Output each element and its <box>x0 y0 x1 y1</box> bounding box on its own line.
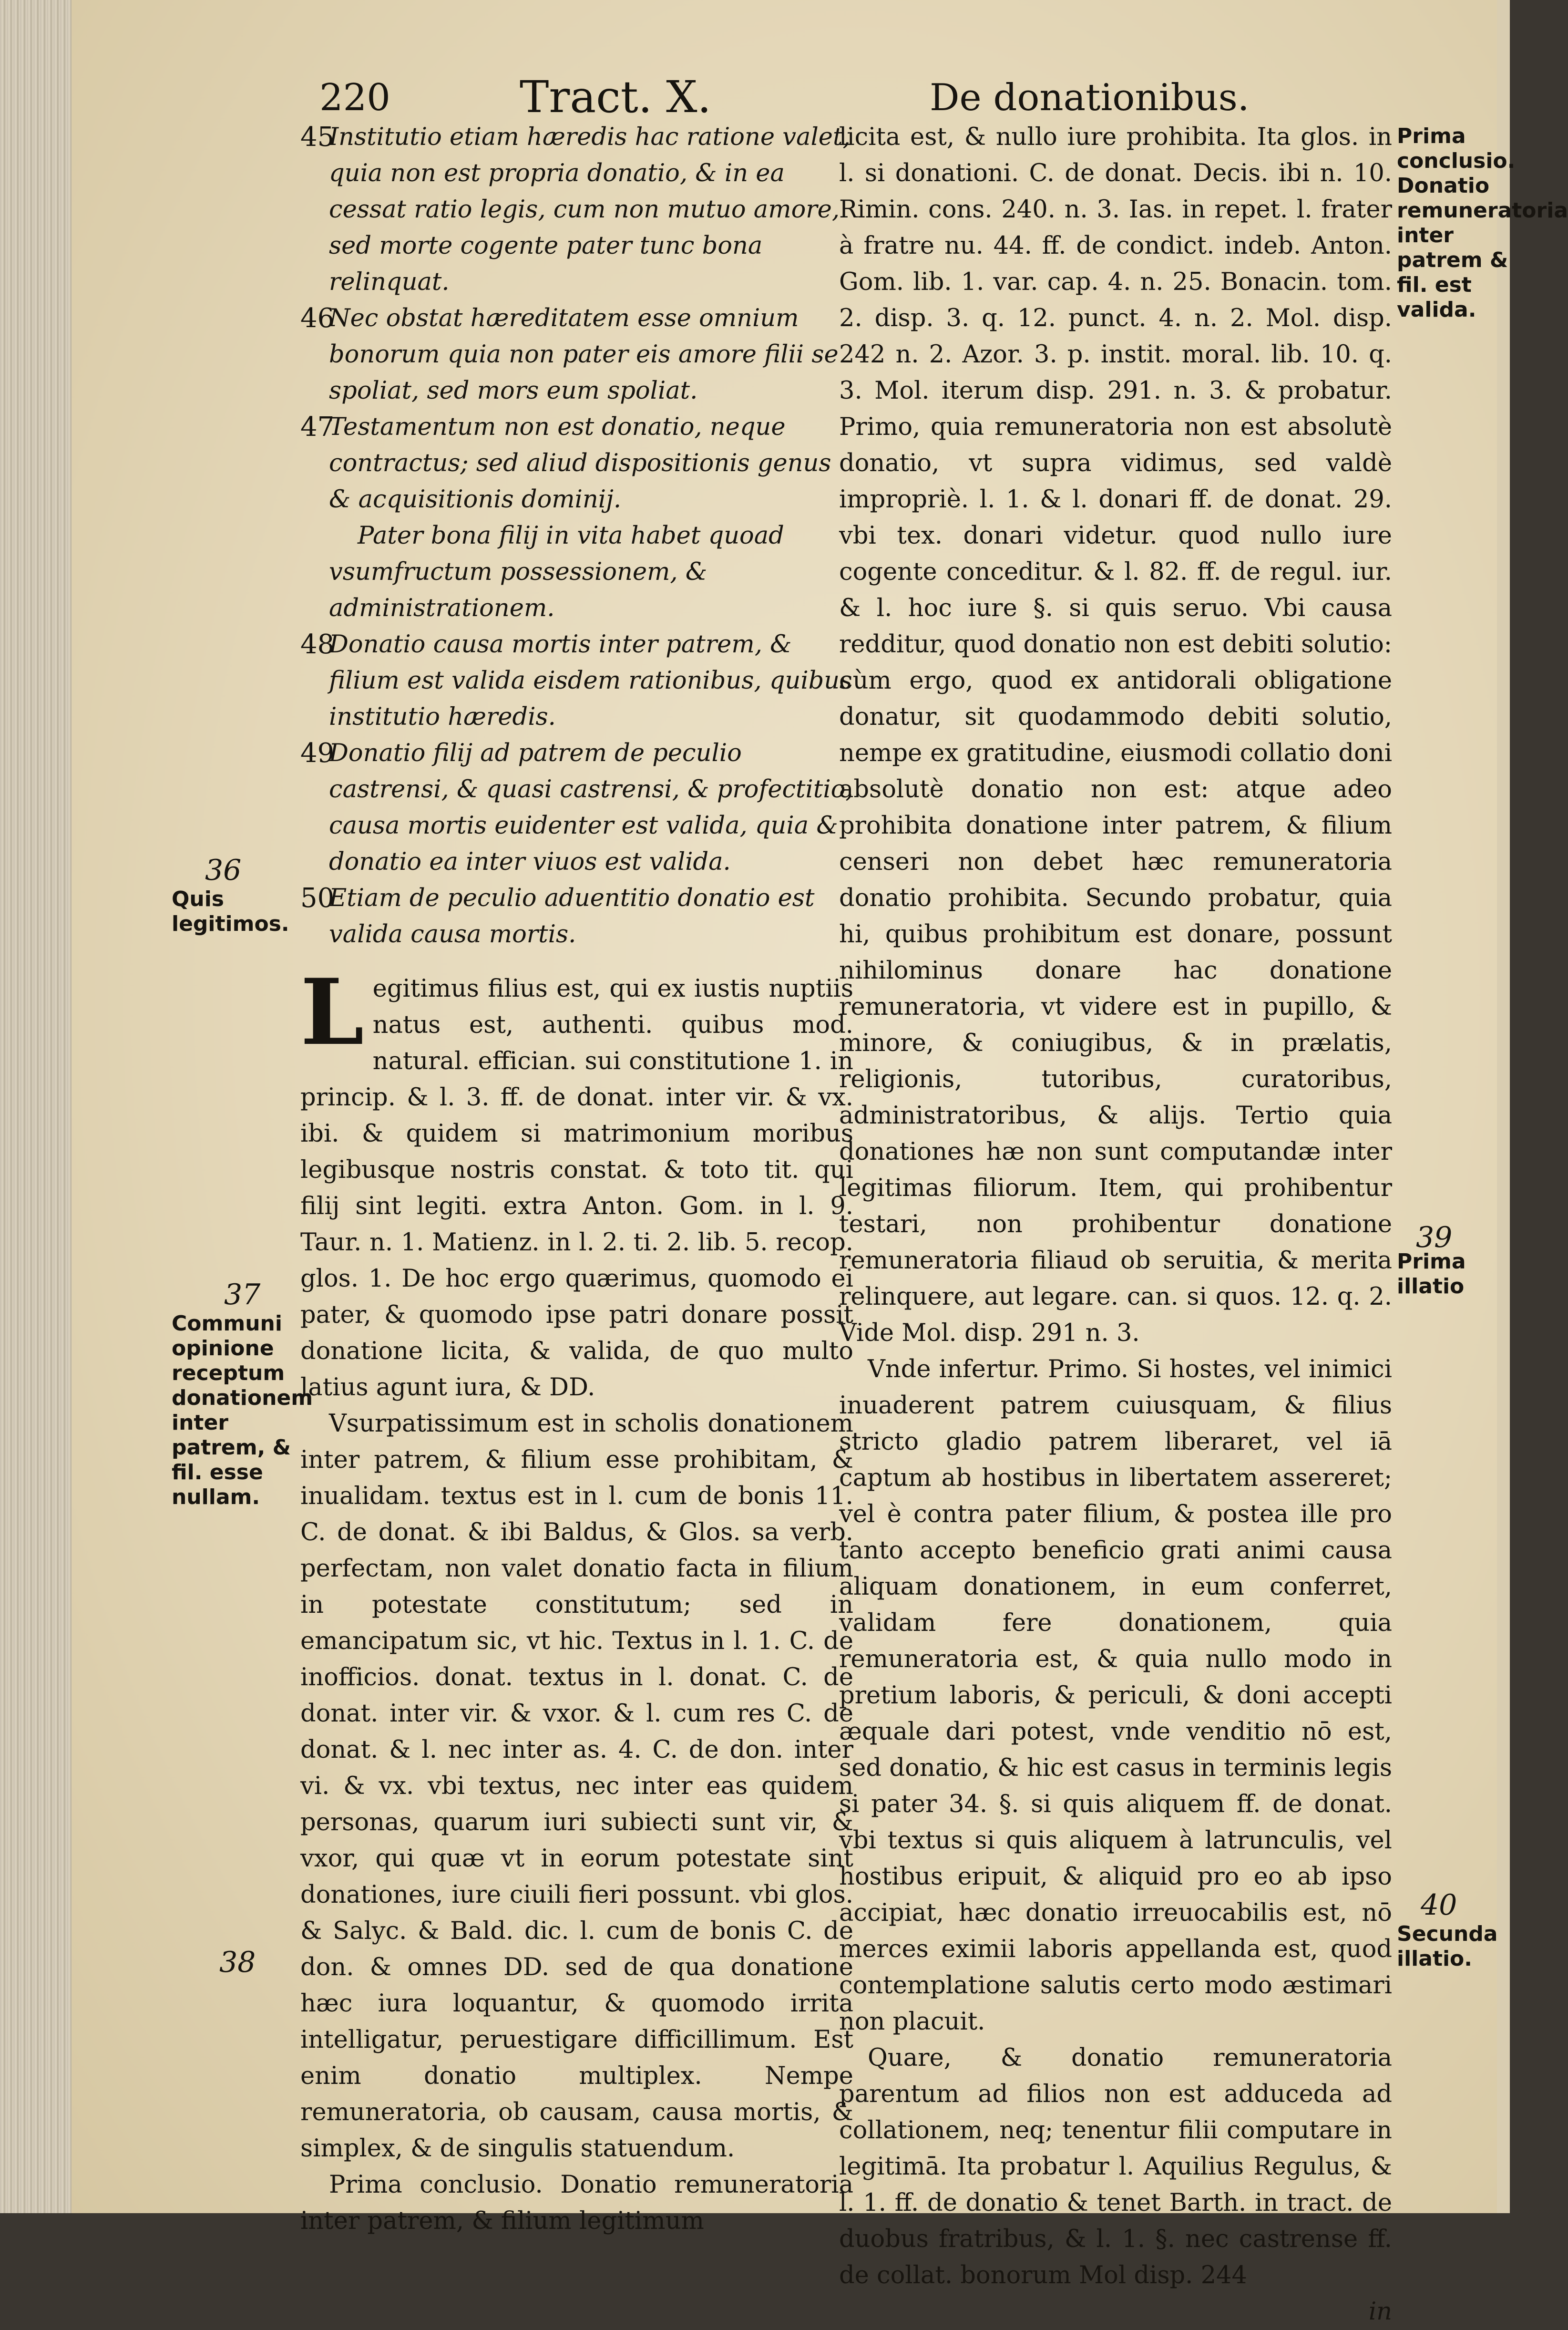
body-paragraph <box>300 1406 853 2167</box>
book-page <box>72 0 1568 2326</box>
paragraph-text: Quare, & donatio remuneratoria parentum ad filios non est adduceda ad collationem, neq; tenentur filii computare in legitimā. Ita probatur l. Aquilius Regulus, & l. 1. ff. de donatio & tenet Barth. in tract. de duobus fratribus, & l. 1. §. nec castrense ff. de collat. bonorum Mol disp. 244 <box>839 2044 1392 2289</box>
page-number: 220 <box>319 76 390 119</box>
margin-note: Secunda illatio. <box>1397 1922 1498 1971</box>
catchword: in <box>1368 2298 1392 2326</box>
paragraph-text: licita est, & nullo iure prohibita. Ita glos. in l. si donationi. C. de donat. Decis. ibi n. 10. Rimin. cons. 240. n. 3. Ias. in repet. l. frater à fratre nu. 44. ff. de condict. indeb. Anton. Gom. lib. 1. var. cap. 4. n. 25. Bonacin. tom. 2. disp. 3. q. 12. punct. 4. n. 2. Mol. disp. 242 n. 2. Azor. 3. p. instit. moral. lib. 10. q. 3. Mol. iterum disp. 291. n. 3. & probatur. Primo, quia remuneratoria non est absolutè donatio, vt supra vidimus, sed valdè impropriè. l. 1. & l. donari ff. de donat. 29. vbi tex. donari videtur. quod nullo iure cogente conceditur. & l. 82. ff. de regul. iur. & l. hoc iure §. si quis seruo. Vbi causa redditur, quod donatio non est debiti solutio: cùm ergo, quod ex antidorali obligatione donatur, sit quodammodo debiti solutio, nempe ex gratitudine, eiusmodi collatio doni absolutè donatio non est: atque adeo prohibita donatione inter patrem, & filium censeri non debet hæc remuneratoria donatio prohibita. Secundo probatur, quia hi, quibus prohibitum est donare, possunt nihilominus donare hac donatione remuneratoria, vt videre est in pupillo, & minore, & coniugibus, & in prælatis, religionis, tutoribus, curatoribus, administratoribus, & alijs. Tertio quia donationes hæ non sunt computandæ inter legitimas filiorum. Item, qui prohibentur testari, non prohibentur donatione remuneratoria filiaud ob seruitia, & merita relinquere, aut legare. can. si quos. 12. q. 2. Vide Mol. disp. 291 n. 3. <box>839 123 1392 1347</box>
summary-number: 45 <box>300 122 335 153</box>
summary-list <box>300 119 853 953</box>
summary-number: 46 <box>300 303 335 334</box>
body-paragraph <box>839 119 1392 1351</box>
summary-item <box>300 627 853 735</box>
margin-number: 40 <box>1421 1888 1457 1922</box>
margin-number: 37 <box>224 1278 261 1311</box>
margin-note: Quis legitimos. <box>172 887 289 936</box>
margin-number: 38 <box>219 1946 256 1979</box>
right-column <box>839 119 1392 2330</box>
topic-title: De donationibus. <box>930 76 1250 119</box>
margin-note: Prima conclusio. Donatio remuneratoria inter patrem & fil. est valida. <box>1397 124 1568 322</box>
summary-number: 50 <box>300 883 335 914</box>
left-column <box>300 119 853 2239</box>
summary-item <box>300 880 853 953</box>
summary-item <box>300 518 853 627</box>
summary-item <box>300 409 853 518</box>
summary-number: 49 <box>300 738 335 769</box>
margin-note: Communi opinione receptum donationem inter patrem, & fil. esse nullam. <box>172 1311 313 1509</box>
paragraph-text: egitimus filius est, qui ex iustis nuptiis natus est, authenti. quibus mod. natural. effician. sui constitutione 1. in princip. & l. 3. ff. de donat. inter vir. & vx. ibi. & quidem si matrimonium moribus legibusque nostris constat. & toto tit. qui filij sint legiti. extra Anton. Gom. in l. 9. Taur. n. 1. Matienz. in l. 2. ti. 2. lib. 5. recop. glos. 1. De hoc ergo quærimus, quomodo ei pater, & quomodo ipse patri donare possit donatione licita, & valida, de quo multo latius agunt iura, & DD. <box>300 975 853 1402</box>
summary-text: Nec obstat hæreditatem esse omnium bonorum quia non pater eis amore filii se spoliat, sed mors eum spoliat. <box>329 304 839 405</box>
margin-number: 39 <box>1416 1221 1453 1254</box>
summary-number: 47 <box>300 412 335 443</box>
tract-title: Tract. X. <box>520 72 711 123</box>
body-paragraph <box>300 2167 853 2239</box>
paragraph-text: Prima conclusio. Donatio remuneratoria inter patrem, & filium legitimum <box>300 2171 853 2235</box>
summary-text: Etiam de peculio aduentitio donatio est valida causa mortis. <box>329 884 815 948</box>
summary-text: Donatio causa mortis inter patrem, & filium est valida eisdem rationibus, quibus institutio hæredis. <box>329 630 852 731</box>
summary-number: 48 <box>300 629 335 660</box>
summary-item <box>300 119 853 300</box>
summary-text: Pater bona filij in vita habet quoad vsumfructum possessionem, & administrationem. <box>329 522 784 622</box>
spacer <box>300 953 853 971</box>
summary-text: Donatio filij ad patrem de peculio castrensi, & quasi castrensi, & profectitio, causa mortis euidenter est valida, quia & donatio ea inter viuos est valida. <box>329 739 853 876</box>
summary-item <box>300 735 853 880</box>
body-paragraph <box>839 2040 1392 2294</box>
margin-number: 36 <box>205 854 242 887</box>
summary-item <box>300 300 853 409</box>
margin-note: Prima illatio <box>1397 1249 1466 1299</box>
body-paragraph <box>839 1351 1392 2040</box>
summary-text: Testamentum non est donatio, neque contractus; sed aliud dispositionis genus & acquisitionis dominij. <box>329 413 831 514</box>
body-paragraph <box>300 959 853 1406</box>
drop-cap: L <box>300 959 364 1065</box>
paragraph-text: Vsurpatissimum est in scholis donationem inter patrem, & filium esse prohibitam, & inualidam. textus est in l. cum de bonis 11. C. de donat. & ibi Baldus, & Glos. sa verb. perfectam, non valet donatio facta in filium in potestate constitutum; sed in emancipatum sic, vt hic. Textus in l. 1. C. de inofficios. donat. textus in l. donat. C. de donat. inter vir. & vxor. & l. cum res C. de donat. & l. nec inter as. 4. C. de don. inter vi. & vx. vbi textus, nec inter eas quidem personas, quarum iuri subiecti sunt vir, & vxor, qui quæ vt in eorum potestate sint donationes, iure ciuili fieri possunt. vbi glos. & Salyc. & Bald. dic. l. cum de bonis C. de don. & omnes DD. sed de qua donatione hæc iura loquantur, & quomodo irrita intelligatur, peruestigare difficillimum. Est enim donatio multiplex. Nempe remuneratoria, ob causam, causa mortis, & simplex, & de singulis statuendum. <box>300 1410 853 2163</box>
paragraph-text: Vnde infertur. Primo. Si hostes, vel inimici inuaderent patrem cuiusquam, & filius stricto gladio patrem liberaret, vel iā captum ab hostibus in libertatem assereret; vel è contra pater filium, & postea ille pro tanto accepto beneficio grati animi causa aliquam donationem, in eum conferret, validam fere donationem, quia remuneratoria est, & quia nullo modo in pretium laboris, & periculi, & doni accepti æquale dari potest, vnde venditio nō est, sed donatio, & hic est casus in terminis legis si pater 34. §. si quis aliquem ff. de donat. vbi textus si quis aliquem à latrunculis, vel hostibus eripuit, & aliquid pro eo ab ipso accipiat, hæc donatio irreuocabilis est, nō merces eximii laboris appellanda est, quod contemplatione salutis certo modo æstimari non placuit. <box>839 1355 1392 2036</box>
summary-text: Institutio etiam hæredis hac ratione valet, quia non est propria donatio, & in ea cessat ratio legis, cum non mutuo amore, sed morte cogente pater tunc bona relinquat. <box>329 123 851 296</box>
